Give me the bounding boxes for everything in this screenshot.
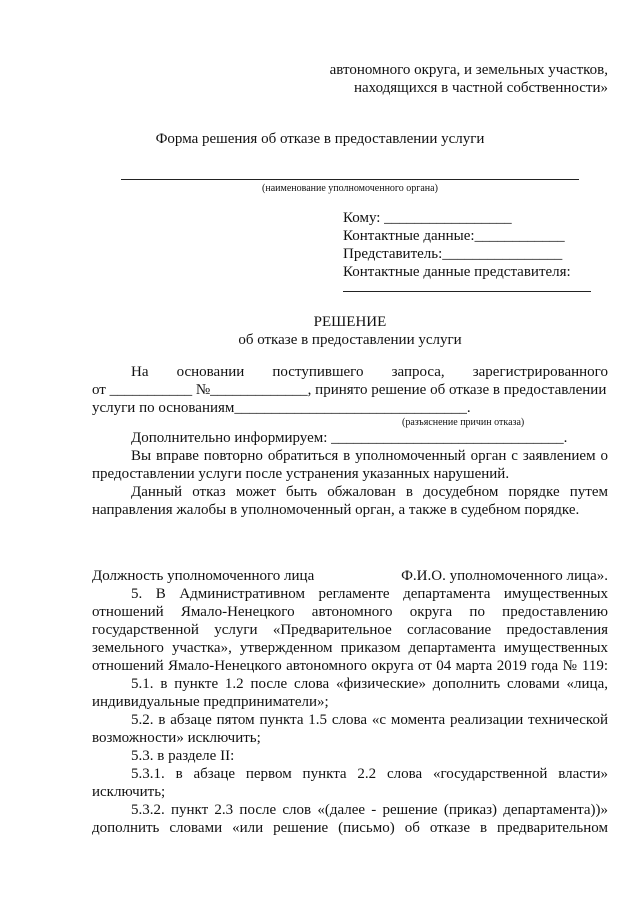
header-line-2: находящихся в частной собственности»	[353, 80, 608, 96]
amendment-5-1-line-1: 5.1. в пункте 1.2 после слова «физические» дополнить словами «лица,	[131, 676, 608, 692]
amendment-5-3-2-line-1: 5.3.2. пункт 2.3 после слов «(далее - решение (приказ) департамента))»	[131, 802, 608, 818]
word: основании	[176, 364, 245, 380]
paragraph-3-line-1: Вы вправе повторно обратиться в уполномоченный орган с заявлением о	[131, 448, 608, 464]
paragraph-1-line-3: услуги по основаниям_______________________________.	[92, 400, 471, 416]
paragraph-2: Дополнительно информируем: _______________________________.	[131, 430, 568, 446]
word: запроса,	[391, 364, 445, 380]
paragraph-1-line-2: от ___________ №_____________, принято решение об отказе в предоставлении	[92, 382, 607, 398]
signature-position: Должность уполномоченного лица	[92, 568, 315, 584]
amendment-5-1-line-2: индивидуальные предприниматели»;	[92, 694, 329, 710]
recipient-contacts: Контактные данные:____________	[343, 228, 565, 244]
amendment-5-3-1-line-2: исключить;	[92, 784, 166, 800]
decision-title: РЕШЕНИЕ	[313, 314, 387, 330]
amendment-5-line-5: отношений Ямало-Ненецкого автономного округа от 04 марта 2019 года № 119:	[92, 658, 608, 674]
amendment-5-3-1-line-1: 5.3.1. в абзаце первом пункта 2.2 слова «государственной власти»	[131, 766, 608, 782]
paragraph-4-line-1: Данный отказ может быть обжалован в досудебном порядке путем	[131, 484, 608, 500]
word: На	[131, 364, 149, 380]
amendment-5-2-line-1: 5.2. в абзаце пятом пункта 1.5 слова «с момента реализации технической	[131, 712, 608, 728]
decision-subtitle: об отказе в предоставлении услуги	[238, 332, 462, 348]
amendment-5-2-line-2: возможности» исключить;	[92, 730, 261, 746]
signature-name: Ф.И.О. уполномоченного лица».	[401, 568, 608, 584]
recipient-rep-contacts: Контактные данные представителя:	[343, 264, 571, 280]
reason-caption: (разъяснение причин отказа)	[402, 417, 525, 428]
authority-caption: (наименование уполномоченного органа)	[262, 183, 438, 194]
rep-contacts-line	[343, 291, 591, 292]
paragraph-1-line-1	[131, 363, 608, 381]
paragraph-4-line-2: направления жалобы в уполномоченный орган, а также в судебном порядке.	[92, 502, 580, 518]
header-line-1: автономного округа, и земельных участков,	[329, 62, 608, 78]
word: поступившего	[272, 364, 364, 380]
form-title: Форма решения об отказе в предоставлении услуги	[155, 131, 485, 147]
authority-name-line	[121, 179, 579, 180]
amendment-5-line-1: 5. В Административном регламенте департамента имущественных	[131, 586, 608, 602]
recipient-to: Кому: _________________	[343, 210, 512, 226]
amendment-5-3-2-line-2: дополнить словами «или решение (письмо) об отказе в предварительном	[92, 820, 608, 836]
amendment-5-line-4: земельного участка», утвержденном приказом департамента имущественных	[92, 640, 608, 656]
amendment-5-line-2: отношений Ямало-Ненецкого автономного округа по предоставлению	[92, 604, 608, 620]
word: зарегистрированного	[472, 364, 608, 380]
amendment-5-3: 5.3. в разделе II:	[131, 748, 235, 764]
amendment-5-line-3: государственной услуги «Предварительное согласование предоставления	[92, 622, 608, 638]
paragraph-3-line-2: предоставлении услуги после устранения указанных нарушений.	[92, 466, 510, 482]
recipient-representative: Представитель:________________	[343, 246, 563, 262]
